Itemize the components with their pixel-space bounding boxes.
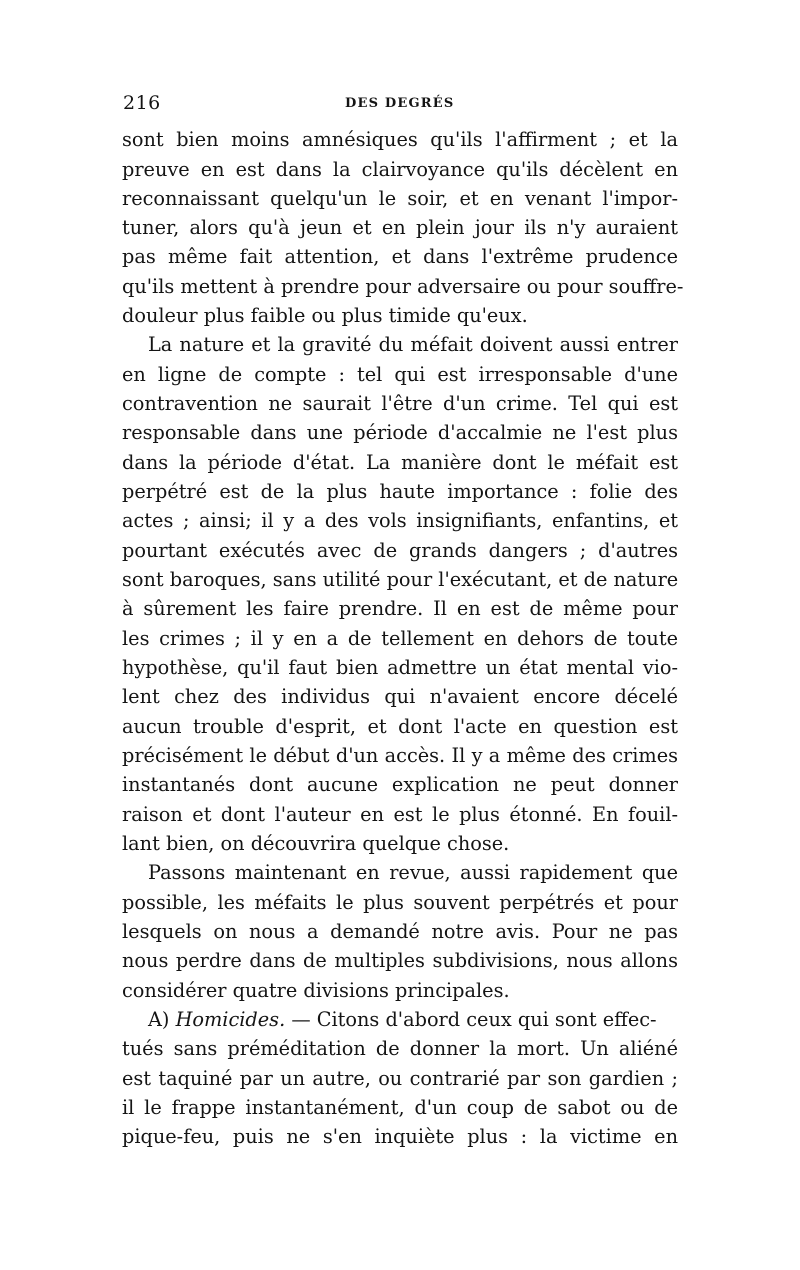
text-line: tuner, alors qu'à jeun et en plein jour ils n'y auraient bbox=[122, 216, 678, 239]
text-line: responsable dans une période d'accalmie ne l'est plus bbox=[122, 421, 678, 444]
page-number: 216 bbox=[123, 92, 161, 114]
text-line: hypothèse, qu'il faut bien admettre un état mental vio- bbox=[122, 656, 678, 679]
text-line: possible, les méfaits le plus souvent perpétrés et pour bbox=[122, 891, 678, 914]
section-heading-line bbox=[122, 1005, 678, 1035]
text-line: Passons maintenant en revue, aussi rapidement que bbox=[148, 861, 678, 884]
text-line: pourtant exécutés avec de grands dangers ; d'autres bbox=[122, 539, 678, 562]
text-line: dans la période d'état. La manière dont le méfait est bbox=[122, 451, 678, 474]
text-line: lesquels on nous a demandé notre avis. Pour ne pas bbox=[122, 920, 678, 943]
text-line: les crimes ; il y en a de tellement en dehors de toute bbox=[122, 627, 678, 650]
text-line: contravention ne saurait l'être d'un crime. Tel qui est bbox=[122, 392, 678, 415]
text-line: précisément le début d'un accès. Il y a même des crimes bbox=[122, 744, 678, 767]
text-line: il le frappe instantanément, d'un coup de sabot ou de bbox=[122, 1096, 678, 1119]
text-line: sont baroques, sans utilité pour l'exécutant, et de nature bbox=[122, 568, 679, 591]
section-marker: A) bbox=[148, 1008, 176, 1031]
text-line: pique-feu, puis ne s'en inquiète plus : la victime en bbox=[122, 1125, 678, 1148]
running-head: DES DEGRÉS bbox=[345, 96, 455, 111]
text-line: reconnaissant quelqu'un le soir, et en venant l'impor- bbox=[122, 187, 678, 210]
text-line: lent chez des individus qui n'avaient encore décelé bbox=[122, 685, 678, 708]
text-line: tués sans préméditation de donner la mort. Un aliéné bbox=[122, 1037, 678, 1060]
text-line: aucun trouble d'esprit, et dont l'acte en question est bbox=[122, 715, 678, 738]
text-line: perpétré est de la plus haute importance : folie des bbox=[122, 480, 678, 503]
page-header bbox=[123, 92, 678, 118]
text-line: preuve en est dans la clairvoyance qu'ils décèlent en bbox=[122, 158, 678, 181]
text-line: instantanés dont aucune explication ne peut donner bbox=[122, 773, 678, 796]
text-line: en ligne de compte : tel qui est irresponsable d'une bbox=[122, 363, 678, 386]
text-line: La nature et la gravité du méfait doivent aussi entrer bbox=[148, 333, 678, 356]
section-title: Homicides. bbox=[175, 1008, 286, 1031]
text-line: raison et dont l'auteur en est le plus étonné. En fouil- bbox=[122, 803, 678, 826]
text-line: douleur plus faible ou plus timide qu'eux. bbox=[122, 304, 528, 327]
text-line: pas même fait attention, et dans l'extrême prudence bbox=[122, 245, 678, 268]
text-line: nous perdre dans de multiples subdivisions, nous allons bbox=[122, 949, 678, 972]
section-text: — Citons d'abord ceux qui sont effec- bbox=[285, 1008, 657, 1031]
text-line: sont bien moins amnésiques qu'ils l'affirment ; et la bbox=[122, 128, 678, 151]
text-line: à sûrement les faire prendre. Il en est de même pour bbox=[122, 597, 678, 620]
text-line: lant bien, on découvrira quelque chose. bbox=[122, 832, 510, 855]
text-line: est taquiné par un autre, ou contrarié par son gardien ; bbox=[122, 1067, 678, 1090]
text-line: considérer quatre divisions principales. bbox=[122, 979, 510, 1002]
text-line: actes ; ainsi; il y a des vols insignifiants, enfantins, et bbox=[122, 509, 678, 532]
text-line: qu'ils mettent à prendre pour adversaire ou pour souffre- bbox=[122, 275, 684, 298]
